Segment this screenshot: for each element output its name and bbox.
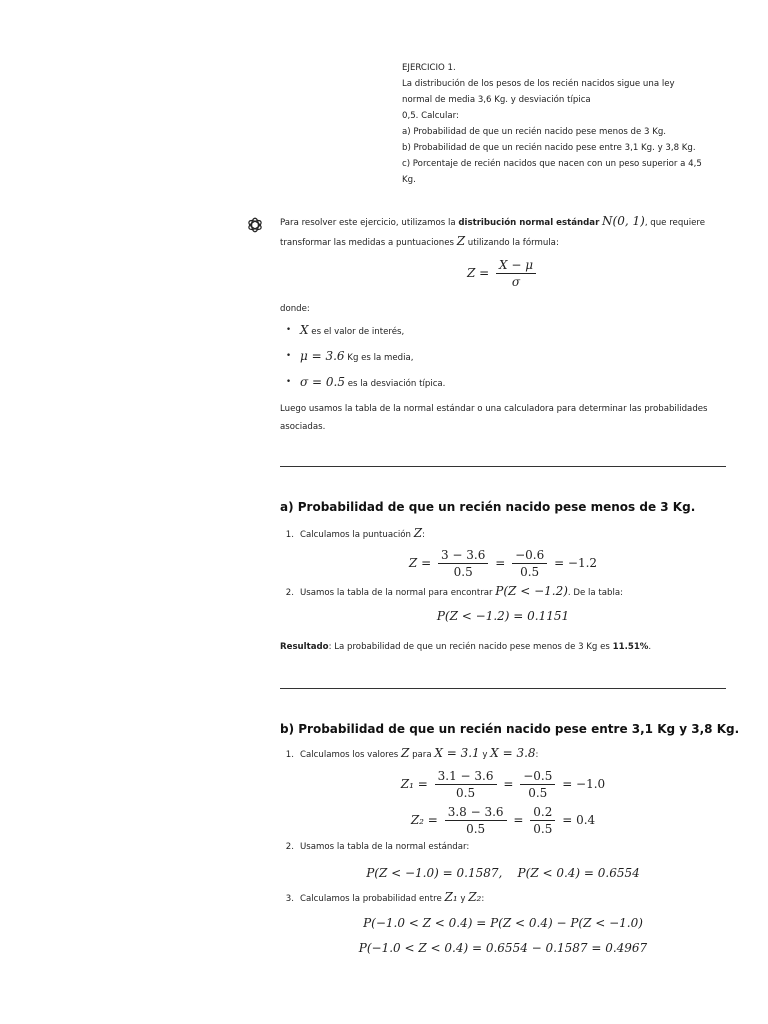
problem-line: 0,5. Calcular: [402,111,459,121]
z1-equation [280,769,726,800]
step-number: 2. [285,842,294,852]
eq-denominator: 0.5 [466,822,486,836]
problem-statement [402,60,732,188]
step-number: 3. [285,894,294,904]
section-a-step-1 [280,526,425,540]
problem-line: La distribución de los pesos de los recién nacidos sigue una ley [402,79,675,89]
eq-numerator: 3.1 − 3.6 [435,769,497,785]
formula-denominator: σ [511,275,521,289]
donde-block [280,300,730,396]
luego-paragraph [280,400,730,436]
problem-line: c) Porcentaje de recién nacidos que nacen con un peso superior a 4,5 [402,159,702,169]
divider [280,688,726,689]
bullet-text: es el valor de interés, [308,327,405,337]
section-a-heading: a) Probabilidad de que un recién nacido pese menos de 3 Kg. [280,500,696,514]
formula-fraction [496,258,536,289]
assistant-logo-icon [246,216,264,234]
section-b-step-2 [280,842,469,852]
eq-rhs: = −1.2 [554,556,598,570]
eq-denominator: 0.5 [520,565,540,579]
luego-line: Luego usamos la tabla de la normal estándar o una calculadora para determinar las probabilidades [280,404,708,414]
result-text: . [648,642,652,652]
result-label: Resultado [280,642,329,652]
z2-equation [280,805,726,836]
eq-lhs: Z₂ = [410,813,438,827]
intro-text: utilizando la fórmula: [465,238,559,248]
intro-bold: distribución normal estándar [458,218,600,228]
step-text: para [409,750,435,760]
formula-numerator: X − μ [496,258,536,274]
formula-lhs: Z = [466,266,490,280]
eq-result: P(−1.0 < Z < 0.4) = 0.6554 − 0.1587 = 0.4967 [358,941,648,955]
eq-denominator: 0.5 [533,822,553,836]
intro-math: Z [456,234,466,248]
list-item [290,318,730,344]
eq-lhs: Z = [408,556,432,570]
donde-label: donde: [280,304,310,314]
bullet-math: μ = 3.6 [300,349,345,363]
eq-fraction [512,548,547,579]
divider [280,466,726,467]
step-text: : [481,894,485,904]
list-item [290,344,730,370]
eq-numerator: 0.2 [530,805,555,821]
intro-text: Para resolver este ejercicio, utilizamos la [280,218,459,228]
section-a-z-equation [280,548,726,579]
eq-denominator: 0.5 [453,565,473,579]
eq-table: P(Z < −1.0) = 0.1587, P(Z < 0.4) = 0.6554 [366,866,640,880]
problem-line: Kg. [402,175,416,185]
eq-numerator: −0.6 [512,548,547,564]
eq-lhs: Z₁ = [400,777,428,791]
bullet-math: X [300,323,309,337]
intro-text: transformar las medidas a puntuaciones [280,238,457,248]
section-b-step-3 [280,890,484,904]
step-text: y [479,750,491,760]
step-text: : [422,530,425,540]
section-b-step-1 [280,746,538,760]
eq-fraction [438,548,488,579]
eq-numerator: 3.8 − 3.6 [445,805,507,821]
step-text: Usamos la tabla de la normal para encontrar [300,588,496,598]
section-b-equation-3 [280,916,726,930]
step-math: Z [413,526,423,540]
eq-sign: = [495,556,506,570]
eq-probability: P(Z < −1.2) = 0.1151 [436,609,570,623]
answer-intro [280,212,730,252]
step-text: Calculamos los valores [300,750,402,760]
step-text: Calculamos la probabilidad entre [300,894,445,904]
eq-rhs: = 0.4 [562,813,596,827]
problem-line: normal de media 3,6 Kg. y desviación típica [402,95,591,105]
eq-fraction [435,769,497,800]
eq-fraction [445,805,507,836]
intro-paragraph [280,212,730,252]
bullet-text: Kg es la media, [344,353,414,363]
section-b-heading: b) Probabilidad de que un recién nacido pese entre 3,1 Kg y 3,8 Kg. [280,722,740,736]
step-math: Z₁ [444,890,458,904]
variable-list [280,318,730,396]
eq-fraction [520,769,555,800]
list-item [290,370,730,396]
intro-math: N(0, 1) [602,214,645,228]
eq-denominator: 0.5 [456,786,476,800]
step-text: : [535,750,539,760]
eq-fraction [530,805,555,836]
problem-line: EJERCICIO 1. [402,63,456,73]
step-number: 1. [285,750,294,760]
section-b-table-values [280,866,726,880]
problem-line: b) Probabilidad de que un recién nacido pese entre 3,1 Kg. y 3,8 Kg. [402,143,696,153]
result-text: : La probabilidad de que un recién nacido pese menos de 3 Kg es [328,642,613,652]
bullet-math: σ = 0.5 [300,375,345,389]
luego-line: asociadas. [280,422,326,432]
step-number: 2. [285,588,294,598]
eq-numerator: −0.5 [520,769,555,785]
step-math: X = 3.8 [490,746,536,760]
eq-difference: P(−1.0 < Z < 0.4) = P(Z < 0.4) − P(Z < −1.0) [363,916,643,930]
step-number: 1. [285,530,294,540]
step-math: Z₂ [468,890,482,904]
eq-sign: = [513,813,524,827]
step-text: y [457,894,469,904]
step-text: Usamos la tabla de la normal estándar: [300,842,470,852]
step-text: . De la tabla: [567,588,624,598]
z-formula [280,258,726,289]
step-math: X = 3.1 [434,746,480,760]
section-b-equation-4 [280,941,726,955]
step-math: Z [401,746,410,760]
step-text: Calculamos la puntuación [300,530,414,540]
bullet-text: es la desviación típica. [344,379,446,389]
eq-numerator: 3 − 3.6 [438,548,488,564]
step-math: P(Z < −1.2) [495,584,568,598]
section-a-step-2 [280,584,623,598]
section-a-result [280,642,651,652]
problem-line: a) Probabilidad de que un recién nacido pese menos de 3 Kg. [402,127,667,137]
luego-text [280,400,730,436]
eq-denominator: 0.5 [528,786,548,800]
intro-text: , que requiere [644,218,706,228]
result-value: 11.51% [612,642,649,652]
eq-sign: = [503,777,514,791]
eq-rhs: = −1.0 [562,777,606,791]
section-a-probability [280,609,726,623]
